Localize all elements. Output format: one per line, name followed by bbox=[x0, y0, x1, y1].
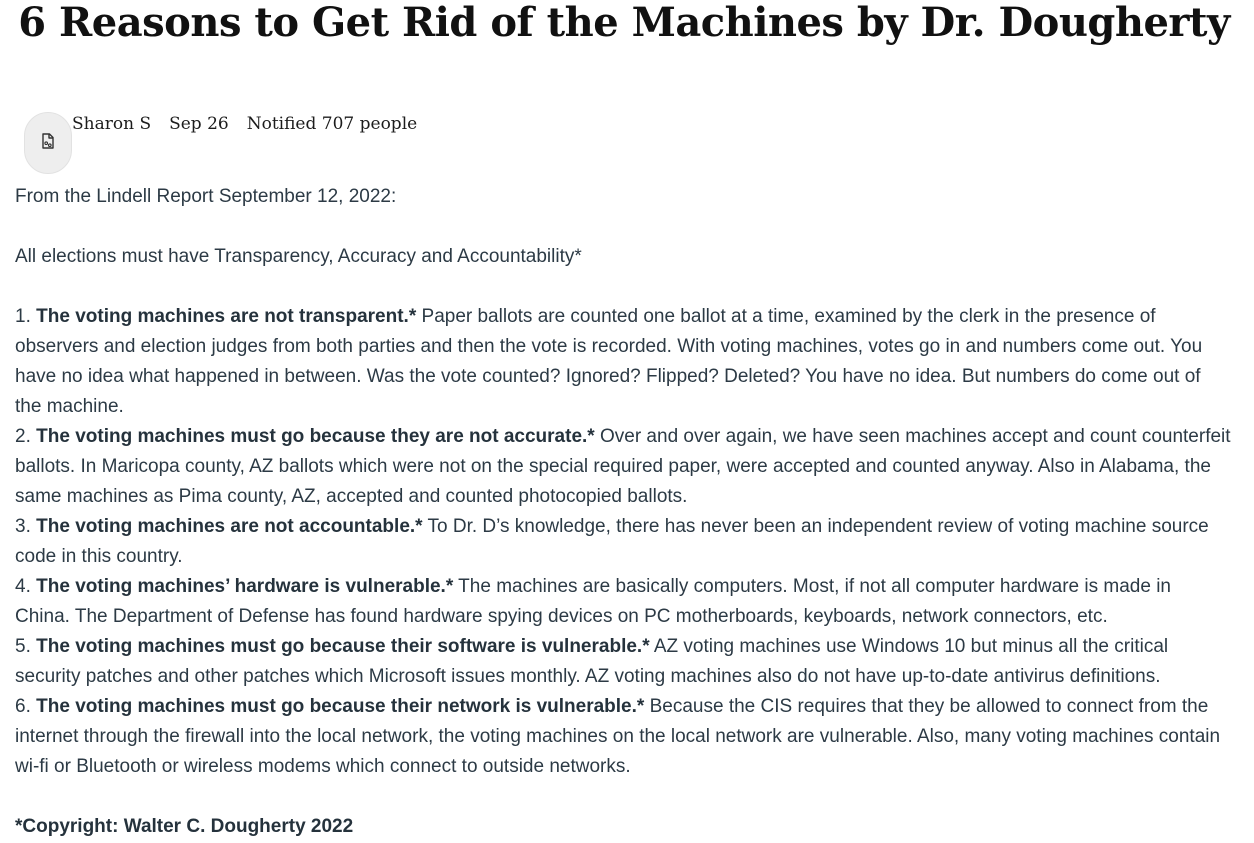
reason-number: 3. bbox=[15, 516, 31, 537]
post-date: Sep 26 bbox=[169, 114, 229, 134]
reason-heading: The voting machines are not accountable.* bbox=[36, 516, 423, 537]
reason-number: 1. bbox=[15, 306, 31, 327]
document-icon bbox=[39, 132, 57, 155]
notified-count: Notified 707 people bbox=[246, 114, 418, 134]
author-name[interactable]: Sharon S bbox=[72, 114, 152, 134]
reason-text: Over and over again, we have seen machines accept and count counterfeit ballots. In Maricopa county, AZ ballots which were not on the special required paper, were accepted and counted anyway. Also in Alabama, the same machines as Pima county, AZ, accepted and counted photocopied ballots. bbox=[15, 426, 1231, 507]
copyright-line: *Copyright: Walter C. Dougherty 2022 bbox=[15, 816, 354, 837]
principle-line: All elections must have Transparency, Accuracy and Accountability* bbox=[15, 246, 582, 267]
reason-heading: The voting machines’ hardware is vulnerable.* bbox=[36, 576, 454, 597]
reason-heading: The voting machines are not transparent.* bbox=[36, 306, 417, 327]
source-line: From the Lindell Report September 12, 2022: bbox=[15, 186, 397, 207]
reason-text: To Dr. D’s knowledge, there has never been an independent review of voting machine source code in this country. bbox=[15, 516, 1209, 567]
reason-item bbox=[15, 632, 1231, 692]
article-body bbox=[15, 182, 1231, 842]
page-title: 6 Reasons to Get Rid of the Machines by Dr. Dougherty bbox=[18, 0, 1230, 46]
reason-number: 4. bbox=[15, 576, 31, 597]
reason-item bbox=[15, 692, 1231, 782]
reason-number: 2. bbox=[15, 426, 31, 447]
reason-text: Because the CIS requires that they be allowed to connect from the internet through the firewall into the local network, the voting machines on the local network are vulnerable. Also, many voting machines contain wi-fi or Bluetooth or wireless modems which connect to outside networks. bbox=[15, 696, 1221, 777]
meta-line bbox=[72, 112, 417, 136]
reason-text: Paper ballots are counted one ballot at a time, examined by the clerk in the presence of observers and election judges from both parties and then the vote is recorded. With voting machines, votes go in and numbers come out. You have no idea what happened in between. Was the vote counted? Ignored? Flipped? Deleted? You have no idea. But numbers do come out of the machine. bbox=[15, 306, 1203, 417]
reason-heading: The voting machines must go because they are not accurate.* bbox=[36, 426, 595, 447]
avatar[interactable] bbox=[24, 112, 72, 174]
reason-heading: The voting machines must go because their software is vulnerable.* bbox=[36, 636, 650, 657]
reason-item bbox=[15, 422, 1231, 512]
reason-item bbox=[15, 302, 1231, 422]
reason-number: 5. bbox=[15, 636, 31, 657]
reason-number: 6. bbox=[15, 696, 31, 717]
reason-item bbox=[15, 512, 1231, 572]
reason-text: AZ voting machines use Windows 10 but minus all the critical security patches and other patches which Microsoft issues monthly. AZ voting machines also do not have up-to-date antivirus definitions. bbox=[15, 636, 1169, 687]
reason-heading: The voting machines must go because their network is vulnerable.* bbox=[36, 696, 645, 717]
reason-text: The machines are basically computers. Most, if not all computer hardware is made in China. The Department of Defense has found hardware spying devices on PC motherboards, keyboards, network connectors, etc. bbox=[15, 576, 1171, 627]
reason-item bbox=[15, 572, 1231, 632]
